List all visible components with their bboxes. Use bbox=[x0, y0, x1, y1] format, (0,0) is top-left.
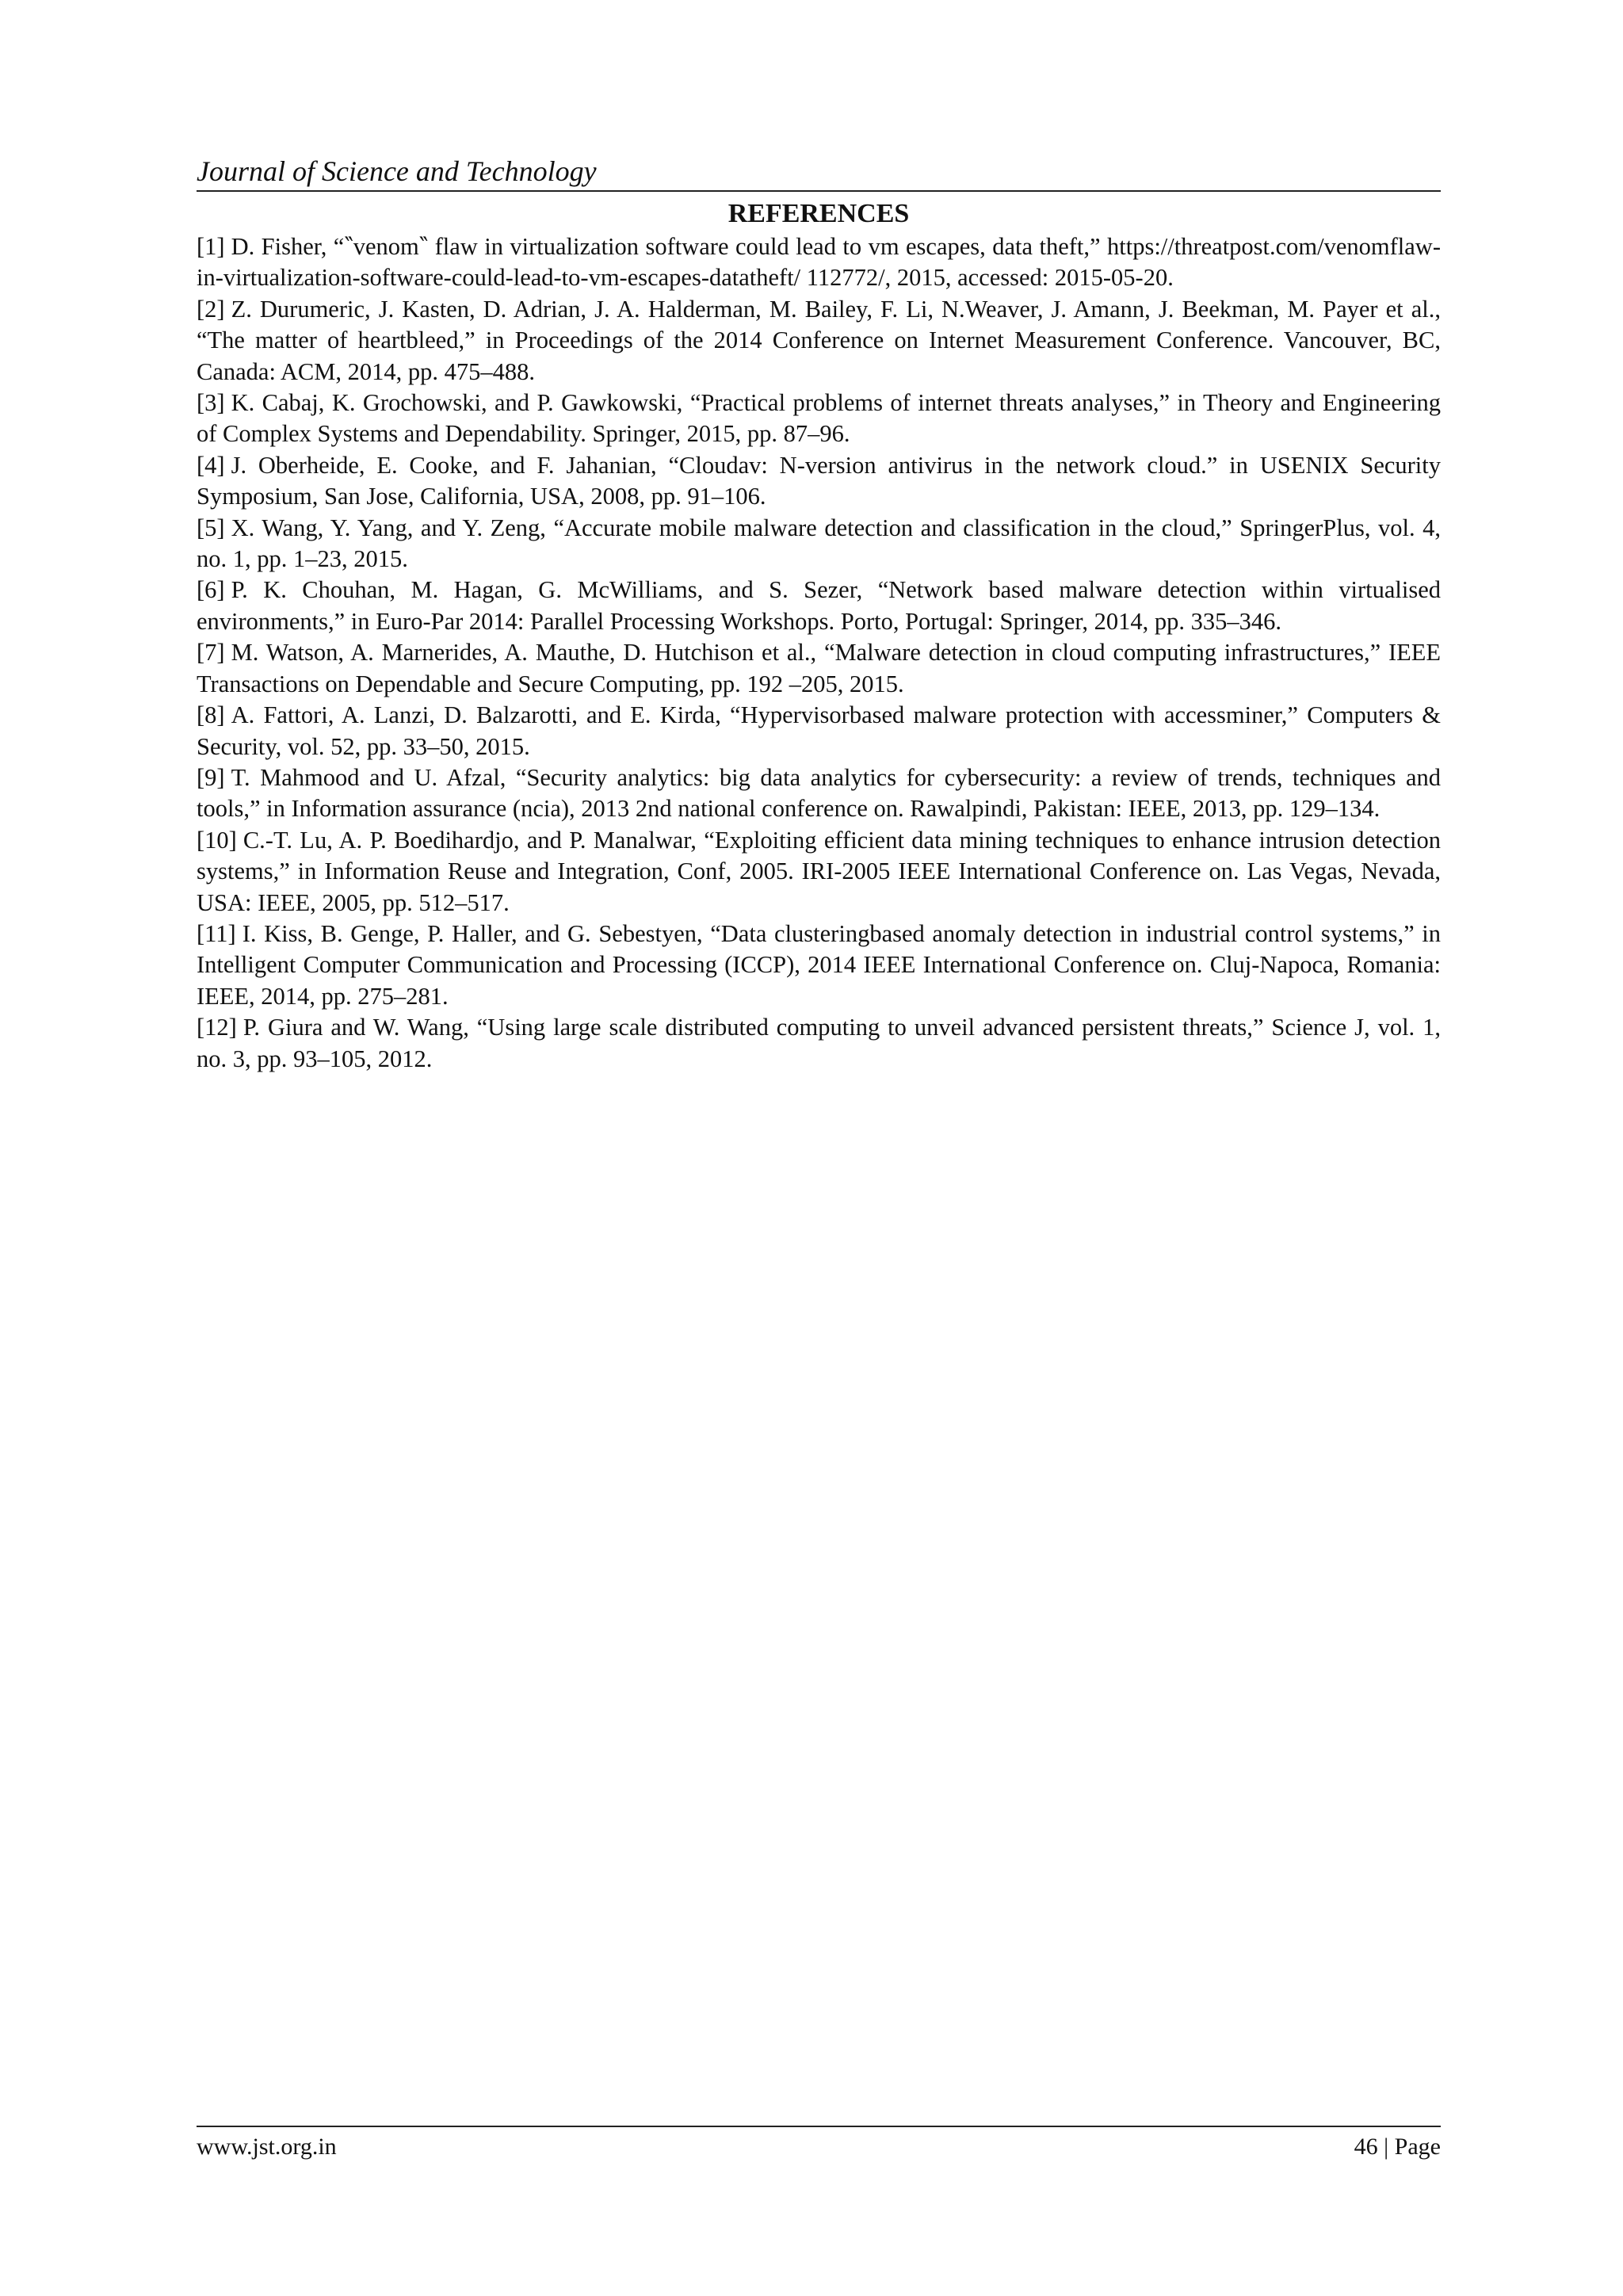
reference-text: P. K. Chouhan, M. Hagan, G. McWilliams, and S. Sezer, “Network based malware detection within virtualised environments,” in Euro-Par 2014: Parallel Processing Workshops. Porto, Portugal: Springer, 2014, pp. 335–346. bbox=[197, 576, 1441, 635]
reference-number: [11] bbox=[197, 919, 236, 947]
reference-number: [10] bbox=[197, 826, 237, 854]
reference-text: M. Watson, A. Marnerides, A. Mauthe, D. Hutchison et al., “Malware detection in cloud computing infrastructures,” IEEE Transactions on Dependable and Secure Computing, pp. 192 –205, 2015. bbox=[197, 639, 1441, 697]
reference-text: C.-T. Lu, A. P. Boedihardjo, and P. Manalwar, “Exploiting efficient data mining techniques to enhance intrusion detection systems,” in Information Reuse and Integration, Conf, 2005. IRI-2005 IEEE International Conference on. Las Vegas, Nevada, USA: IEEE, 2005, pp. 512–517. bbox=[197, 826, 1441, 916]
reference-item bbox=[197, 231, 1441, 294]
journal-title: Journal of Science and Technology bbox=[197, 155, 597, 187]
reference-number: [4] bbox=[197, 451, 225, 479]
reference-text: T. Mahmood and U. Afzal, “Security analytics: big data analytics for cybersecurity: a review of trends, techniques and tools,” in Information assurance (ncia), 2013 2nd national conference on. Rawalpindi, Pakistan: IEEE, 2013, pp. 129–134. bbox=[197, 763, 1441, 823]
reference-text: X. Wang, Y. Yang, and Y. Zeng, “Accurate mobile malware detection and classification in the cloud,” SpringerPlus, vol. 4, no. 1, pp. 1–23, 2015. bbox=[197, 514, 1441, 573]
page-number: 46 | Page bbox=[1354, 2134, 1441, 2160]
reference-item bbox=[197, 919, 1441, 1012]
references-heading: REFERENCES bbox=[727, 199, 910, 228]
reference-item bbox=[197, 1012, 1441, 1075]
reference-number: [8] bbox=[197, 701, 225, 729]
reference-number: [6] bbox=[197, 576, 225, 604]
reference-item bbox=[197, 450, 1441, 513]
reference-text: A. Fattori, A. Lanzi, D. Balzarotti, and E. Kirda, “Hypervisorbased malware protection with accessminer,” Computers & Security, vol. 52, pp. 33–50, 2015. bbox=[197, 701, 1441, 760]
reference-number: [12] bbox=[197, 1014, 237, 1041]
reference-number: [3] bbox=[197, 389, 225, 417]
references-list bbox=[197, 231, 1441, 1075]
reference-item bbox=[197, 575, 1441, 637]
reference-number: [5] bbox=[197, 514, 225, 541]
reference-text: D. Fisher, “‶venom‶ flaw in virtualization software could lead to vm escapes, data theft,” https://threatpost.com/venomflaw- in-virtualization-software-could-lead-to-vm-escapes-datatheft/ 112772/, 2015, accessed: 2015-05-20. bbox=[197, 233, 1441, 292]
reference-item bbox=[197, 637, 1441, 700]
reference-text: I. Kiss, B. Genge, P. Haller, and G. Sebestyen, “Data clusteringbased anomaly detection in industrial control systems,” in Intelligent Computer Communication and Processing (ICCP), 2014 IEEE International Conference on. Cluj-Napoca, Romania: IEEE, 2014, pp. 275–281. bbox=[197, 919, 1441, 1010]
reference-number: [7] bbox=[197, 639, 225, 667]
reference-item bbox=[197, 762, 1441, 825]
journal-website: www.jst.org.in bbox=[197, 2134, 337, 2160]
reference-text: Z. Durumeric, J. Kasten, D. Adrian, J. A. Halderman, M. Bailey, F. Li, N.Weaver, J. Amann, J. Beekman, M. Payer et al., “The matter of heartbleed,” in Proceedings of the 2014 Conference on Internet Measurement Conference. Vancouver, BC, Canada: ACM, 2014, pp. 475–488. bbox=[197, 295, 1441, 385]
reference-text: P. Giura and W. Wang, “Using large scale distributed computing to unveil advanced persistent threats,” Science J, vol. 1, no. 3, pp. 93–105, 2012. bbox=[197, 1014, 1441, 1072]
reference-item bbox=[197, 700, 1441, 762]
reference-item bbox=[197, 825, 1441, 919]
reference-text: K. Cabaj, K. Grochowski, and P. Gawkowski, “Practical problems of internet threats analyses,” in Theory and Engineering of Complex Systems and Dependability. Springer, 2015, pp. 87–96. bbox=[197, 389, 1441, 448]
reference-item bbox=[197, 294, 1441, 388]
page-footer bbox=[197, 2126, 1441, 2162]
reference-item bbox=[197, 513, 1441, 575]
reference-text: J. Oberheide, E. Cooke, and F. Jahanian, “Cloudav: N-version antivirus in the network cloud.” in USENIX Security Symposium, San Jose, California, USA, 2008, pp. 91–106. bbox=[197, 451, 1441, 510]
page-header bbox=[197, 155, 1441, 192]
reference-number: [1] bbox=[197, 233, 225, 260]
reference-number: [9] bbox=[197, 763, 225, 791]
reference-item bbox=[197, 388, 1441, 450]
reference-number: [2] bbox=[197, 295, 225, 323]
